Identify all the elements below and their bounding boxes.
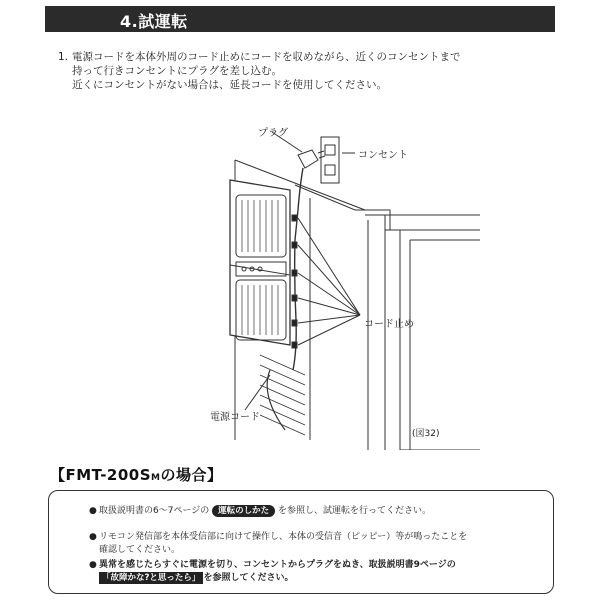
bullet-icon: ● <box>89 532 97 542</box>
cord-stop-label: コード止め <box>364 319 414 330</box>
bullet2-line-1: リモコン発信部を本体受信部に向けて操作し、本体の受信音（ピッピー）等が鳴ったことを <box>99 532 468 542</box>
outlet-label: コンセント <box>358 150 408 161</box>
step-number: 1. <box>58 51 69 63</box>
troubleshooting-badge: 「故障かな?と思ったら」 <box>99 572 203 584</box>
bullet2-line-2: 確認してください。 <box>99 545 181 555</box>
model-title-suffix: の場合】 <box>160 466 223 484</box>
bullet3-line-1: 異常を感じたらすぐに電源を切り、コンセントからプラグをぬき、取扱説明書9ページの <box>99 560 456 570</box>
bullet3-post: を参照してください。 <box>203 573 294 583</box>
notice-bullet-2 <box>89 531 467 557</box>
installation-illustration <box>200 120 480 450</box>
section-header-bar <box>45 6 555 32</box>
bullet-icon: ● <box>89 560 97 570</box>
figure-caption: (図32) <box>412 429 440 439</box>
model-title-prefix: 【FMT-200S <box>50 466 152 484</box>
notice-bullet-3 <box>89 559 456 585</box>
model-section-title <box>50 464 223 485</box>
bullet1-post: を参照し、試運転を行ってください。 <box>278 506 432 516</box>
model-title-sub: M <box>151 473 161 483</box>
operation-guide-badge: 運転のしかた <box>212 505 275 517</box>
step-line-2: 持って行きコンセントにプラグを差し込む。 <box>72 65 282 77</box>
step-line-3: 近くにコンセントがない場合は、延長コードを使用してください。 <box>72 79 387 91</box>
installation-figure <box>200 120 480 450</box>
power-cord-label: 電源コード <box>210 412 260 423</box>
bullet-icon: ● <box>89 506 97 516</box>
section-title: 4.試運転 <box>120 12 188 31</box>
step-instruction <box>58 50 538 92</box>
plug-label: プラグ <box>258 128 288 139</box>
notice-bullet-1 <box>89 505 431 518</box>
test-run-notice-box <box>48 490 554 594</box>
bullet3-line-2 <box>89 572 456 585</box>
step-line-1: 電源コードを本体外周のコード止めにコードを収めながら、近くのコンセントまで <box>72 51 461 63</box>
bullet1-pre: 取扱説明書の6〜7ページの <box>99 506 210 516</box>
